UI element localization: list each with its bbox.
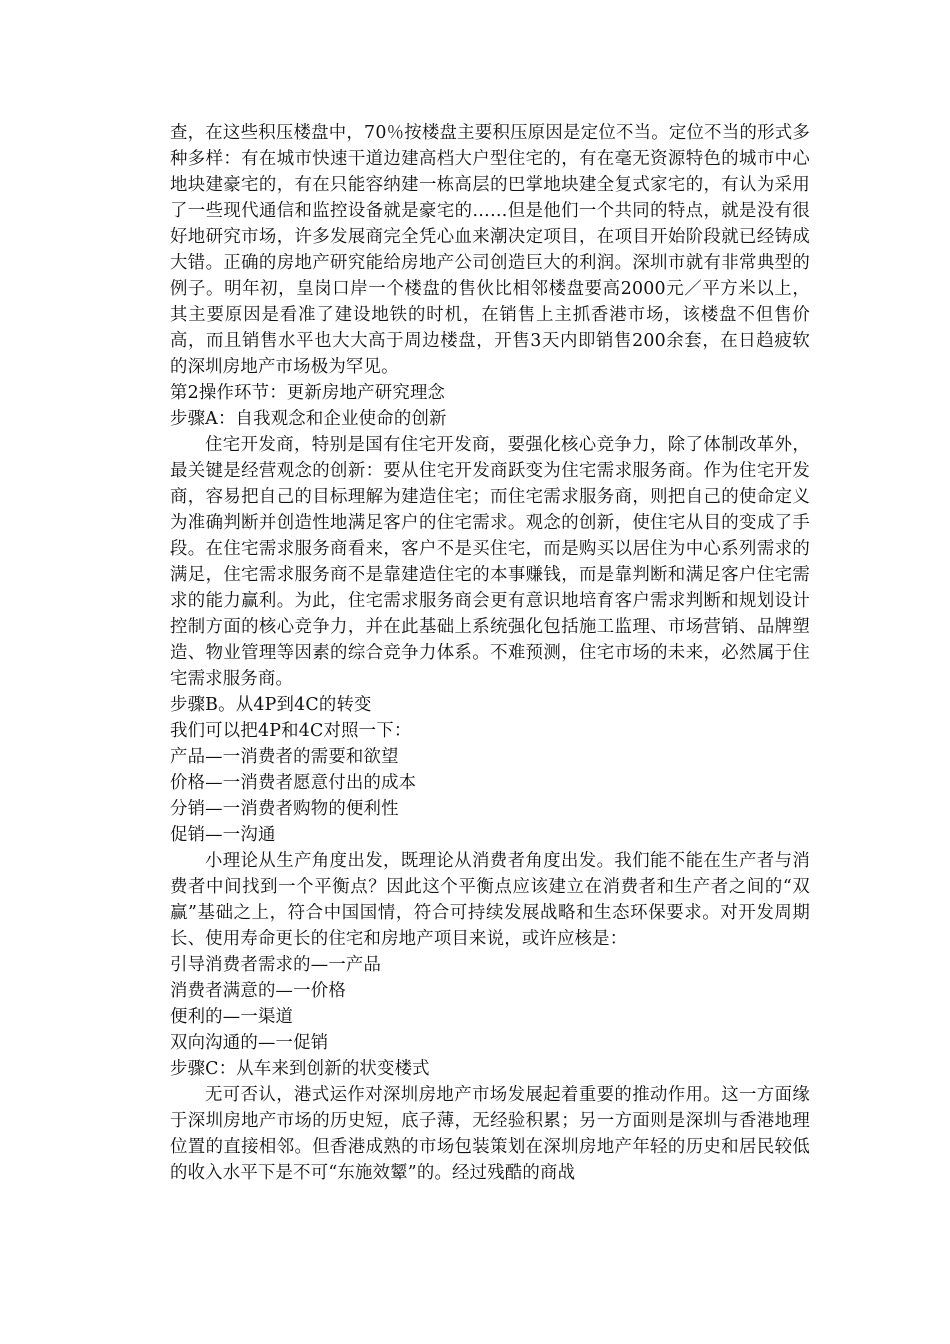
step-heading-b: 步骤B。从4P到4C的转变 xyxy=(170,695,372,715)
document-page xyxy=(170,120,810,1186)
guide-line: 消费者满意的—一价格 xyxy=(170,981,346,1001)
section-heading-link2: 第2操作环节：更新房地产研究理念 xyxy=(170,383,446,403)
guide-line: 引导消费者需求的—一产品 xyxy=(170,955,382,975)
pair-line: 分销—一消费者购物的便利性 xyxy=(170,799,399,819)
guide-line: 双向沟通的—一促销 xyxy=(170,1033,329,1053)
pair-line: 价格—一消费者愿意付出的成本 xyxy=(170,773,417,793)
paragraph-step-c: 无可否认，港式运作对深圳房地产市场发展起着重要的推动作用。这一方面缘于深圳房地产市场的历史短，底子薄，无经验积累；另一方面则是深圳与香港地理位置的直接相邻。但香港成熟的市场包装策划在深圳房地产年轻的历史和居民较低的收入水平下是不可“东施效颦”的。经过残酷的商战 xyxy=(170,1085,810,1183)
paragraph-balance-point: 小理论从生产角度出发，既理论从消费者角度出发。我们能不能在生产者与消费者中间找到一个平衡点？因此这个平衡点应该建立在消费者和生产者之间的“双赢”基础之上，符合中国国情，符合可持续发展战略和生态环保要求。对开发周期长、使用寿命更长的住宅和房地产项目来说，或许应核是： xyxy=(170,851,810,949)
pair-line: 产品—一消费者的需要和欲望 xyxy=(170,747,399,767)
step-heading-a: 步骤A：自我观念和企业使命的创新 xyxy=(170,409,447,429)
guide-line: 便利的—一渠道 xyxy=(170,1007,294,1027)
step-heading-c: 步骤C：从车来到创新的状变楼式 xyxy=(170,1059,430,1079)
paragraph-step-a: 住宅开发商，特别是国有住宅开发商，要强化核心竞争力，除了体制改革外，最关键是经营观念的创新：要从住宅开发商跃变为住宅需求服务商。作为住宅开发商，容易把自己的目标理解为建造住宅；而住宅需求服务商，则把自己的使命定义为准确判断并创造性地满足客户的住宅需求。观念的创新，使住宅从目的变成了手段。在住宅需求服务商看来，客户不是买住宅，而是购买以居住为中心系列需求的满足，住宅需求服务商不是靠建造住宅的本事赚钱，而是靠判断和满足客户住宅需求的能力赢利。为此，住宅需求服务商会更有意识地培育客户需求判断和规划设计控制方面的核心竞争力，并在此基础上系统强化包括施工监理、市场营销、品牌塑造、物业管理等因素的综合竞争力体系。不难预测，住宅市场的未来，必然属于住宅需求服务商。 xyxy=(170,435,810,689)
paragraph-positioning-issues: 查，在这些积压楼盘中，70％按楼盘主要积压原因是定位不当。定位不当的形式多种多样：有在城市快速干道边建高档大户型住宅的，有在毫无资源特色的城市中心地块建豪宅的，有在只能容纳建一栋高层的巴掌地块建全复式家宅的，有认为采用了一些现代通信和监控设备就是豪宅的……但是他们一个共同的特点，就是没有很好地研究市场，许多发展商完全凭心血来潮决定项目，在项目开始阶段就已经铸成大错。正确的房地产研究能给房地产公司创造巨大的利润。深圳市就有非常典型的例子。明年初，皇岗口岸一个楼盘的售伙比相邻楼盘要高2000元／平方米以上，其主要原因是看准了建设地铁的时机，在销售上主抓香港市场，该楼盘不但售价高，而且销售水平也大大高于周边楼盘，开售3天内即销售200余套，在日趋疲软的深圳房地产市场极为罕见。 xyxy=(170,123,810,377)
compare-intro-line: 我们可以把4P和4C对照一下： xyxy=(170,721,412,741)
pair-line: 促销—一沟通 xyxy=(170,825,276,845)
